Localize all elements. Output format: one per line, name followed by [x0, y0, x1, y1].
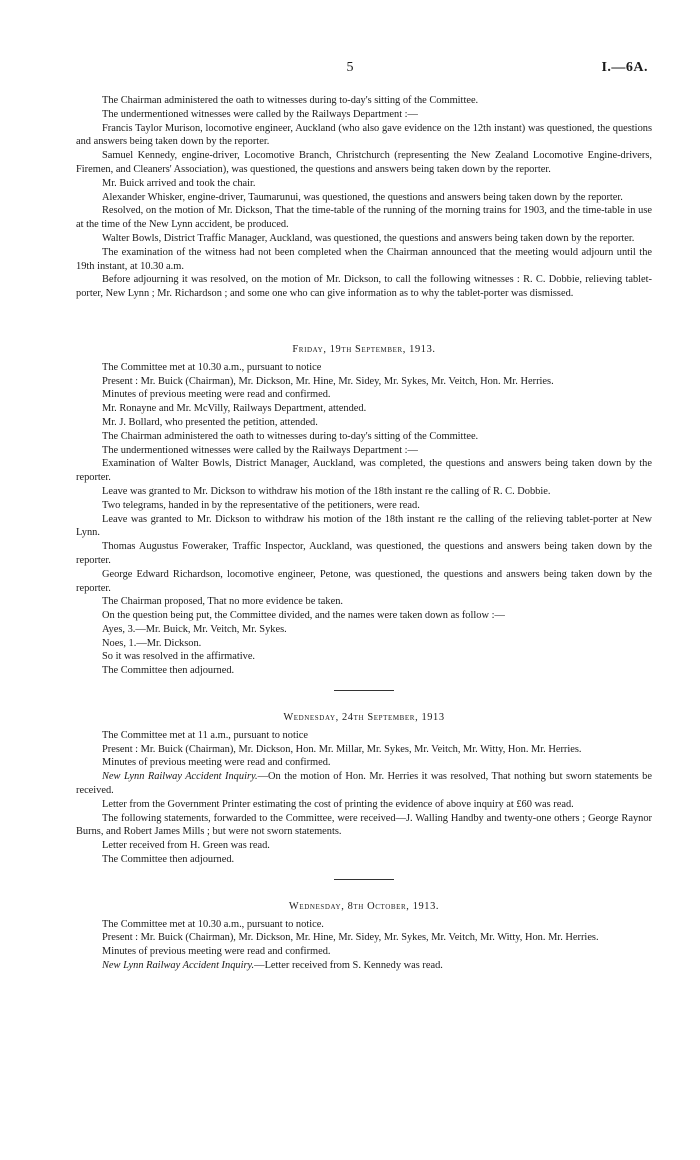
paragraph: The Chairman administered the oath to witnesses during to-day's sitting of the Committee. — [102, 430, 479, 442]
paragraph: Present : Mr. Buick (Chairman), Mr. Dickson, Hon. Mr. Millar, Mr. Sykes, Mr. Veitch, Mr. Witty, Hon. Mr. Herries. — [102, 743, 582, 755]
paragraph: Alexander Whisker, engine-driver, Taumarunui, was questioned, the questions and answers being taken down by the reporter. — [102, 191, 623, 203]
paragraph — [76, 959, 652, 973]
section-minutes-24-sept — [76, 729, 652, 867]
paragraph: Mr. Ronayne and Mr. McVilly, Railways Department, attended. — [102, 403, 367, 415]
meeting-heading-8-oct — [76, 900, 652, 914]
paragraph: So it was resolved in the affirmative. — [102, 651, 256, 663]
paragraph: The Committee met at 10.30 a.m., pursuant to notice — [102, 361, 322, 373]
heading-day: Wednesday, — [288, 900, 345, 912]
paragraph: Minutes of previous meeting were read and confirmed. — [102, 946, 331, 958]
paragraph-text: —Letter received from S. Kennedy was read. — [254, 960, 443, 972]
paragraph: Thomas Augustus Foweraker, Traffic Inspector, Auckland, was questioned, the questions and answers being taken down by the reporter. — [76, 541, 652, 566]
paragraph: The Committee met at 10.30 a.m., pursuant to notice. — [102, 918, 324, 930]
section-continued-minutes — [76, 94, 652, 301]
paragraph: Before adjourning it was resolved, on the motion of Mr. Dickson, to call the following witnesses : R. C. Dobbie, relieving tablet-porter, New Lynn ; Mr. Richardson ; and some one who can give information as to why the tablet-porter was dismissed. — [76, 274, 652, 300]
paragraph: The Chairman proposed, That no more evidence be taken. — [102, 596, 344, 608]
section-divider — [334, 879, 394, 880]
section-gap — [76, 301, 652, 323]
inquiry-title: New Lynn Railway Accident Inquiry. — [102, 960, 255, 972]
paragraph-text: —On the motion of Hon. Mr. Herries it was resolved, That nothing but sworn statements be received. — [76, 771, 652, 797]
paragraph: The Chairman administered the oath to witnesses during to-day's sitting of the Committee. — [102, 95, 479, 106]
paragraph: Noes, 1.—Mr. Dickson. — [102, 637, 202, 649]
paragraph: Minutes of previous meeting were read and confirmed. — [102, 389, 331, 401]
paragraph: Resolved, on the motion of Mr. Dickson, That the time-table of the running of the morning trains for 1903, and the time-table in use at the time of the New Lynn accident, be produced. — [76, 205, 652, 231]
paragraph: Present : Mr. Buick (Chairman), Mr. Dickson, Mr. Hine, Mr. Sidey, Mr. Sykes, Mr. Veitch, Mr. Witty, Hon. Mr. Herries. — [102, 932, 599, 944]
paragraph — [76, 770, 652, 798]
heading-date: 8th October, 1913. — [347, 900, 440, 912]
paragraph: The undermentioned witnesses were called by the Railways Department :— — [102, 444, 418, 456]
meeting-heading-24-sept — [76, 711, 652, 725]
paragraph: Examination of Walter Bowls, District Manager, Auckland, was completed, the questions and answers being taken down by the reporter. — [76, 458, 652, 484]
paragraph: The Committee met at 11 a.m., pursuant to notice — [102, 729, 308, 741]
section-minutes-8-oct — [76, 918, 652, 973]
paragraph: Leave was granted to Mr. Dickson to withdraw his motion of the 18th instant re the calling of R. C. Dobbie. — [102, 485, 551, 497]
paragraph: Mr. Buick arrived and took the chair. — [102, 177, 256, 189]
paragraph: George Edward Richardson, locomotive engineer, Petone, was questioned, the questions and answers being taken down by the reporter. — [76, 568, 652, 594]
paragraph: Two telegrams, handed in by the representative of the petitioners, were read. — [102, 499, 420, 511]
heading-date: 24th September, 1913 — [342, 712, 445, 724]
paragraph: Francis Taylor Murison, locomotive engineer, Auckland (who also gave evidence on the 12th instant) was questioned, the questions and answers being taken down by the reporter. — [76, 122, 652, 148]
section-divider — [334, 690, 394, 691]
paragraph: Samuel Kennedy, engine-driver, Locomotive Branch, Christchurch (representing the New Zealand Locomotive Engine-drivers, Firemen, and Cleaners' Association), was questioned, the questions and answers being taken down by the reporter. — [76, 150, 652, 175]
paragraph: Letter received from H. Green was read. — [102, 840, 270, 852]
page-number: 5 — [346, 60, 354, 75]
paragraph: Minutes of previous meeting were read and confirmed. — [102, 757, 331, 769]
paragraph: The following statements, forwarded to the Committee, were received—J. Walling Handby and twenty-one others ; George Raynor Burns, and Robert James Mills ; but were not sworn statements. — [76, 812, 652, 838]
meeting-heading-19-sept — [76, 343, 652, 357]
heading-day: Wednesday, — [283, 712, 339, 724]
page-body — [76, 94, 652, 973]
paragraph: The undermentioned witnesses were called by the Railways Department :— — [102, 108, 418, 120]
document-reference: I.—6A. — [601, 60, 648, 75]
paragraph: Mr. J. Bollard, who presented the petition, attended. — [102, 416, 318, 428]
paragraph: Ayes, 3.—Mr. Buick, Mr. Veitch, Mr. Sykes. — [102, 623, 287, 635]
section-minutes-19-sept — [76, 361, 652, 678]
paragraph: Walter Bowls, District Traffic Manager, Auckland, was questioned, the questions and answers being taken down by the reporter. — [102, 232, 635, 244]
paragraph: Letter from the Government Printer estimating the cost of printing the evidence of above inquiry at £60 was read. — [102, 798, 574, 810]
paragraph: The examination of the witness had not been completed when the Chairman announced that the meeting would adjourn until the 19th instant, at 10.30 a.m. — [76, 246, 652, 272]
heading-date: 19th September, 1913. — [329, 343, 436, 355]
heading-day: Friday, — [292, 343, 327, 355]
paragraph: The Committee then adjourned. — [102, 854, 235, 866]
paragraph: The Committee then adjourned. — [102, 665, 235, 677]
paragraph: Leave was granted to Mr. Dickson to withdraw his motion of the 18th instant re the calling of the relieving tablet-porter at New Lynn. — [76, 513, 652, 539]
paragraph: Present : Mr. Buick (Chairman), Mr. Dickson, Mr. Hine, Mr. Sidey, Mr. Sykes, Mr. Veitch, Hon. Mr. Herries. — [102, 375, 554, 387]
inquiry-title: New Lynn Railway Accident Inquiry. — [102, 771, 258, 783]
paragraph: On the question being put, the Committee divided, and the names were taken down as follow :— — [102, 610, 505, 622]
